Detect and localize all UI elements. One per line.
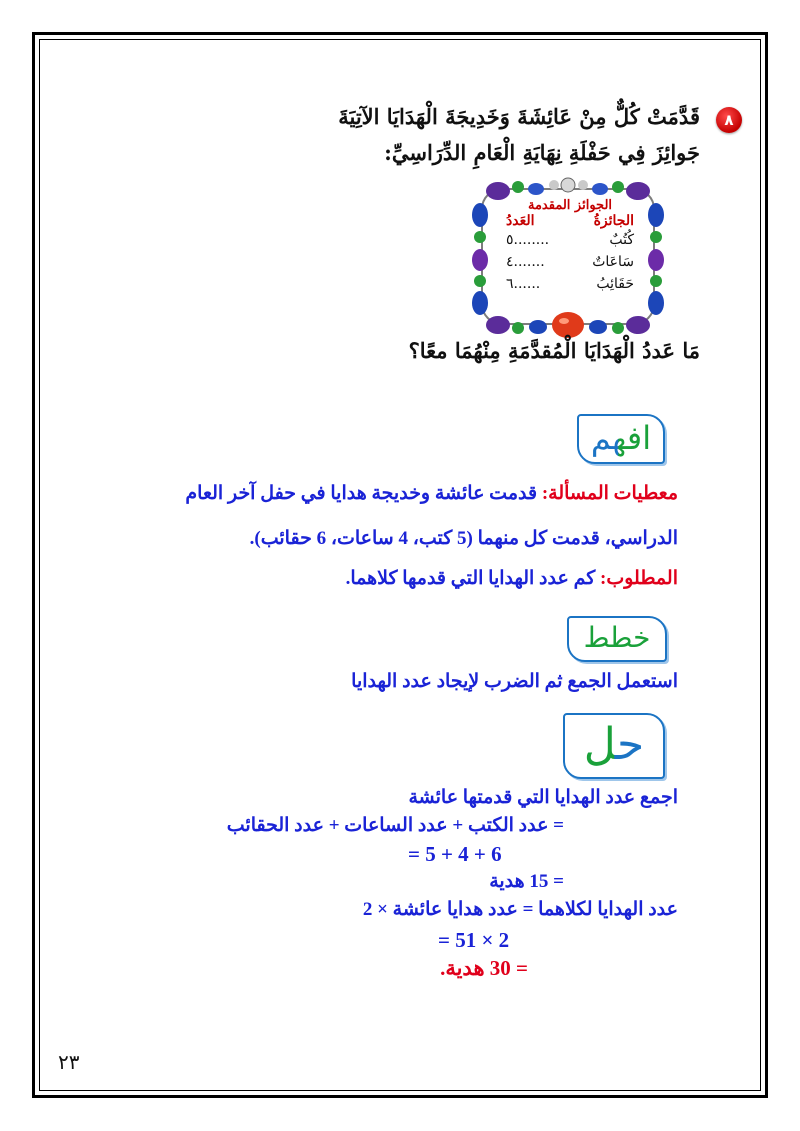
solve-line-1: اجمع عدد الهدايا التي قدمتها عائشة	[408, 787, 678, 808]
gift-item-count: .......٤	[506, 254, 545, 270]
solve-line-6: 2 × 15 =	[438, 928, 510, 952]
gift-list-header	[500, 213, 640, 229]
plan-text: استعمل الجمع ثم الضرب لإيجاد عدد الهدايا	[351, 671, 678, 692]
understand-tag	[577, 414, 665, 464]
list-item	[500, 273, 640, 295]
gift-list-title: الجوائز المقدمة	[527, 198, 613, 213]
problem-text-line-2: جَوائِزَ فِي حَفْلَةِ نِهَايَةِ الْعَامِ الدِّرَاسِيِّ:	[384, 140, 700, 165]
plan-tag	[567, 616, 667, 662]
givens-line-2: الدراسي، قدمت كل منهما (5 كتب، 4 ساعات، 6 حقائب).	[249, 528, 678, 549]
gift-item-count: ......٦	[506, 276, 541, 292]
solve-line-4: = 15 هدية	[489, 871, 564, 892]
list-item	[500, 229, 640, 251]
givens-text-1: قدمت عائشة وخديجة هدايا في حفل آخر العام	[185, 483, 542, 504]
list-item	[500, 251, 640, 273]
solve-line-3: 6 + 4 + 5 =	[408, 842, 502, 866]
solve-answer: = 30 هدية.	[440, 956, 528, 980]
required-label: المطلوب:	[600, 568, 678, 589]
gift-list	[500, 198, 640, 308]
gift-item-name: حَقَائِبُ	[596, 276, 634, 292]
understand-tag-label: افهم	[590, 419, 652, 457]
problem-number-badge: ٨	[716, 107, 742, 133]
problem-question: مَا عَددُ الْهَدَايَا الْمُقدَّمَةِ مِنْهُمَا معًا؟	[408, 338, 700, 363]
gift-item-name: سَاعَاتٌ	[592, 254, 634, 270]
required-text: كم عدد الهدايا التي قدمها كلاهما.	[345, 568, 601, 589]
gift-item-count: ........٥	[506, 232, 550, 248]
solve-line-5: عدد الهدايا لكلاهما = عدد هدايا عائشة × 2	[362, 899, 678, 920]
plan-tag-label: خطط	[583, 621, 651, 654]
gift-list-col-count: العَددُ	[506, 213, 535, 229]
solve-line-2: = عدد الكتب + عدد الساعات + عدد الحقائب	[226, 815, 564, 836]
givens-line-1	[185, 482, 678, 505]
problem-text-line-1: قَدَّمَتْ كُلٌّ مِنْ عَائِشَةَ وَخَدِيجَةَ الْهَدَايَا الآتِيَةَ	[338, 104, 700, 129]
givens-label: معطيات المسألة:	[541, 483, 678, 504]
gift-item-name: كُتُبٌ	[609, 232, 634, 248]
page-number: ٢٣	[58, 1050, 80, 1074]
required-line	[346, 567, 678, 590]
solve-tag	[563, 713, 665, 779]
solve-tag-label: حل	[583, 719, 645, 770]
gift-list-col-prize: الجائزةُ	[593, 213, 634, 229]
